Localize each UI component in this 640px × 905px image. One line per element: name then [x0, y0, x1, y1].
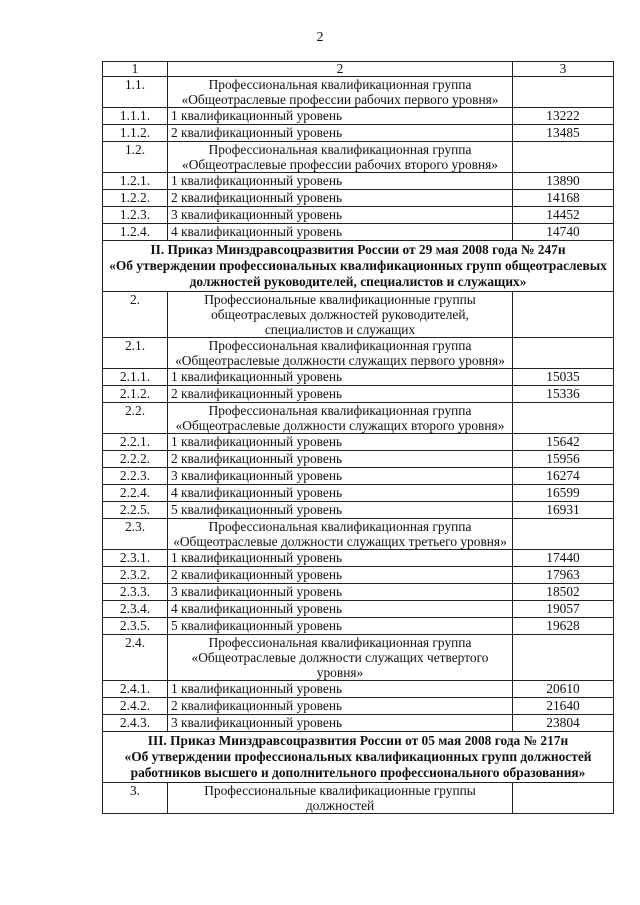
salary-value: 14168	[513, 190, 614, 207]
section-heading-row	[103, 732, 614, 783]
row-number: 2.2.5.	[103, 502, 168, 519]
row-number: 2.1.	[103, 338, 168, 369]
level-label: 5 квалификационный уровень	[168, 502, 513, 519]
level-label: 4 квалификационный уровень	[168, 485, 513, 502]
page-number: 2	[316, 30, 324, 45]
row-number: 1.2.2.	[103, 190, 168, 207]
section-title: III. Приказ Минздравсоцразвития России от 05 мая 2008 года № 217н	[147, 733, 569, 748]
level-row	[103, 369, 614, 386]
header-col-3: 3	[513, 62, 614, 77]
row-value-empty	[513, 519, 614, 550]
row-number: 2.2.1.	[103, 434, 168, 451]
level-row	[103, 550, 614, 567]
salary-value: 20610	[513, 681, 614, 698]
salary-value: 15336	[513, 386, 614, 403]
level-label: 4 квалификационный уровень	[168, 224, 513, 241]
salary-value: 19628	[513, 618, 614, 635]
section-heading-row	[103, 241, 614, 292]
row-number: 1.2.1.	[103, 173, 168, 190]
group-row	[103, 403, 614, 434]
level-row	[103, 108, 614, 125]
level-row	[103, 434, 614, 451]
level-label: 1 квалификационный уровень	[168, 108, 513, 125]
salary-value: 15035	[513, 369, 614, 386]
level-label: 2 квалификационный уровень	[168, 386, 513, 403]
level-label: 1 квалификационный уровень	[168, 173, 513, 190]
section-subtitle: «Об утверждении профессиональных квалификационных групп должностей работников высшего и дополнительного профессионального образования»	[124, 749, 592, 780]
row-value-empty	[513, 635, 614, 681]
group-row	[103, 292, 614, 338]
salary-value: 16274	[513, 468, 614, 485]
salary-value: 19057	[513, 601, 614, 618]
row-number: 2.3.5.	[103, 618, 168, 635]
level-label: 2 квалификационный уровень	[168, 451, 513, 468]
level-label: 1 квалификационный уровень	[168, 434, 513, 451]
level-row	[103, 125, 614, 142]
level-row	[103, 601, 614, 618]
salary-value: 21640	[513, 698, 614, 715]
salary-value: 15956	[513, 451, 614, 468]
row-number: 1.1.1.	[103, 108, 168, 125]
row-value-empty	[513, 783, 614, 814]
level-label: 3 квалификационный уровень	[168, 468, 513, 485]
level-row	[103, 207, 614, 224]
level-row	[103, 502, 614, 519]
row-number: 2.2.2.	[103, 451, 168, 468]
level-label: 4 квалификационный уровень	[168, 601, 513, 618]
salary-value: 17440	[513, 550, 614, 567]
group-row	[103, 783, 614, 814]
salary-table	[102, 61, 614, 814]
row-number: 2.2.	[103, 403, 168, 434]
group-title: Профессиональная квалификационная группа «Общеотраслевые должности служащих третьего уровня»	[168, 519, 513, 550]
row-number: 1.1.	[103, 77, 168, 108]
level-label: 2 квалификационный уровень	[168, 125, 513, 142]
row-number: 2.3.4.	[103, 601, 168, 618]
level-row	[103, 451, 614, 468]
row-number: 2.3.1.	[103, 550, 168, 567]
group-title: Профессиональная квалификационная группа «Общеотраслевые профессии рабочих первого уровня»	[168, 77, 513, 108]
salary-value: 13485	[513, 125, 614, 142]
row-value-empty	[513, 338, 614, 369]
row-number: 1.2.3.	[103, 207, 168, 224]
group-row	[103, 635, 614, 681]
salary-value: 13222	[513, 108, 614, 125]
group-title: Профессиональная квалификационная группа «Общеотраслевые профессии рабочих второго уровня»	[168, 142, 513, 173]
level-row	[103, 386, 614, 403]
group-row	[103, 142, 614, 173]
section-title: II. Приказ Минздравсоцразвития России от 29 мая 2008 года № 247н	[150, 242, 566, 257]
row-number: 2.3.	[103, 519, 168, 550]
table-header-row	[103, 62, 614, 77]
level-label: 1 квалификационный уровень	[168, 550, 513, 567]
level-row	[103, 584, 614, 601]
section-subtitle: «Об утверждении профессиональных квалификационных групп общеотраслевых должностей руководителей, специалистов и служащих»	[109, 258, 607, 289]
level-label: 3 квалификационный уровень	[168, 715, 513, 732]
row-value-empty	[513, 77, 614, 108]
level-row	[103, 173, 614, 190]
level-label: 2 квалификационный уровень	[168, 567, 513, 584]
salary-value: 16931	[513, 502, 614, 519]
group-row	[103, 338, 614, 369]
level-row	[103, 698, 614, 715]
salary-value: 16599	[513, 485, 614, 502]
section-heading	[103, 732, 614, 783]
level-label: 3 квалификационный уровень	[168, 207, 513, 224]
group-title: Профессиональная квалификационная группа «Общеотраслевые должности служащих первого уровня»	[168, 338, 513, 369]
level-row	[103, 468, 614, 485]
level-row	[103, 224, 614, 241]
level-label: 1 квалификационный уровень	[168, 681, 513, 698]
row-number: 2.4.	[103, 635, 168, 681]
group-title: Профессиональные квалификационные группы общеотраслевых должностей руководителей, специалистов и служащих	[168, 292, 513, 338]
row-number: 2.1.2.	[103, 386, 168, 403]
group-row	[103, 77, 614, 108]
row-number: 2.1.1.	[103, 369, 168, 386]
row-value-empty	[513, 142, 614, 173]
salary-value: 23804	[513, 715, 614, 732]
group-title: Профессиональные квалификационные группы должностей	[168, 783, 513, 814]
level-label: 2 квалификационный уровень	[168, 698, 513, 715]
level-row	[103, 190, 614, 207]
level-row	[103, 485, 614, 502]
salary-value: 13890	[513, 173, 614, 190]
salary-value: 17963	[513, 567, 614, 584]
group-row	[103, 519, 614, 550]
level-row	[103, 567, 614, 584]
header-col-1: 1	[103, 62, 168, 77]
level-label: 1 квалификационный уровень	[168, 369, 513, 386]
level-row	[103, 681, 614, 698]
row-value-empty	[513, 403, 614, 434]
group-title: Профессиональная квалификационная группа «Общеотраслевые должности служащих второго уровня»	[168, 403, 513, 434]
row-number: 1.1.2.	[103, 125, 168, 142]
row-value-empty	[513, 292, 614, 338]
group-title: Профессиональная квалификационная группа «Общеотраслевые должности служащих четвертого уровня»	[168, 635, 513, 681]
level-row	[103, 715, 614, 732]
level-label: 5 квалификационный уровень	[168, 618, 513, 635]
level-label: 2 квалификационный уровень	[168, 190, 513, 207]
row-number: 2.3.3.	[103, 584, 168, 601]
section-heading	[103, 241, 614, 292]
salary-value: 14740	[513, 224, 614, 241]
row-number: 2.2.4.	[103, 485, 168, 502]
row-number: 3.	[103, 783, 168, 814]
level-label: 3 квалификационный уровень	[168, 584, 513, 601]
row-number: 1.2.	[103, 142, 168, 173]
salary-value: 15642	[513, 434, 614, 451]
salary-value: 18502	[513, 584, 614, 601]
row-number: 2.	[103, 292, 168, 338]
row-number: 2.4.1.	[103, 681, 168, 698]
row-number: 2.2.3.	[103, 468, 168, 485]
row-number: 2.3.2.	[103, 567, 168, 584]
row-number: 1.2.4.	[103, 224, 168, 241]
header-col-2: 2	[168, 62, 513, 77]
row-number: 2.4.2.	[103, 698, 168, 715]
row-number: 2.4.3.	[103, 715, 168, 732]
level-row	[103, 618, 614, 635]
salary-value: 14452	[513, 207, 614, 224]
